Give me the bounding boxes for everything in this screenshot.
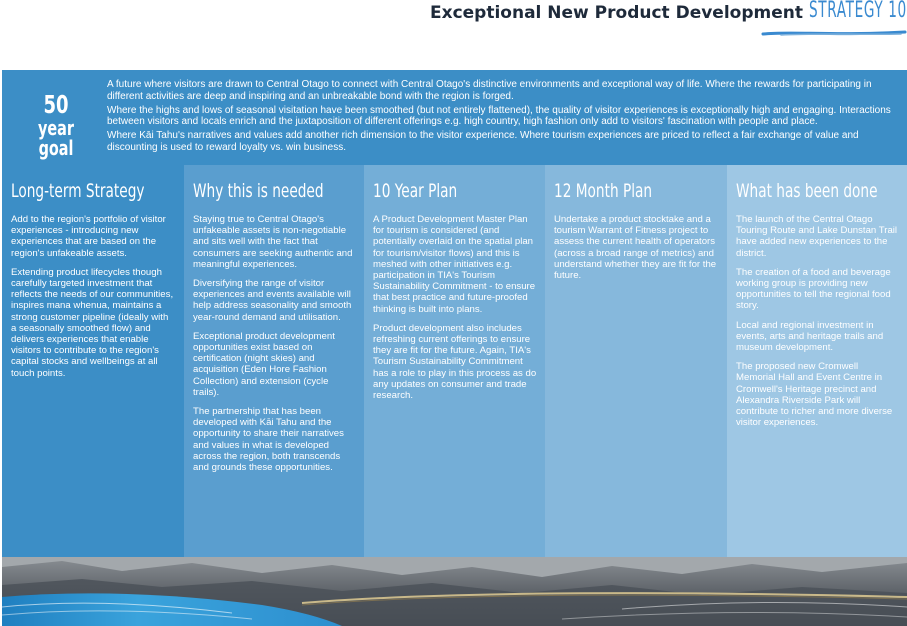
column-paragraph: Add to the region's portfolio of visitor experiences - introducing new experiences that are based on the region's unfakeable assets. (11, 214, 166, 259)
column-paragraph: The proposed new Cromwell Memorial Hall and Event Centre in Cromwell's Heritage precinct and Alexandra Riverside Park will contribute to richer and more diverse visitor experiences. (736, 361, 893, 429)
goal-paragraph: Where Kāi Tahu's narratives and values add another rich dimension to the visitor experience. Where tourism experiences are priced to reflect a fair exchange of value and discounting is used to reward loyalty vs. win business. (107, 130, 859, 153)
column-paragraph: Undertake a product stocktake and a tourism Warrant of Fitness project to assess the current health of operators (across a broad range of metrics) and understand whether they are fit for the future. (554, 214, 717, 282)
column-paragraph: Extending product lifecycles though carefully targeted investment that reflects the needs of our communities, inspires mana whenua, maintains a strong customer pipeline (ideally with a seasonally smoothed flow) and delivers experiences that enable visitors to contribute to the region's capital stocks and wellbeings at all touch points. (11, 266, 174, 379)
column-paragraph: Staying true to Central Otago's unfakeable assets is non-negotiable and sits well with the fact that consumers are seeking authentic and meaningful experiences. (193, 214, 353, 270)
column-paragraph: Diversifying the range of visitor experiences and events available will help address seasonality and smooth year-round demand and utilisation. (193, 278, 352, 323)
brush-stroke-decoration (761, 29, 907, 37)
goal-label (12, 92, 100, 158)
page-header (0, 0, 907, 70)
column-paragraph: Product development also includes refreshing current offerings to ensure they are fit for the future. Again, TIA's Tourism Sustainability Commitment has a role to play in this process as do any updates on consumer and trade research. (373, 322, 537, 402)
column-heading: 12 Month Plan (554, 180, 653, 202)
column-paragraph: A Product Development Master Plan for tourism is considered (and potentially overlaid on the spatial plan for tourism/visitor flows) and this is meshed with other initiatives e.g. participation in TIA's Tourism Sustainability Commitment - to ensure that best practice and future-proofed thinking is built into plans. (373, 214, 536, 315)
column-twelve-month-plan (545, 165, 727, 557)
column-heading: Why this is needed (193, 180, 324, 202)
column-heading: Long-term Strategy (11, 180, 145, 202)
goal-number: 50 (43, 90, 69, 119)
strategy-label: STRATEGY 10 (809, 0, 907, 23)
goal-paragraph: A future where visitors are drawn to Central Otago to connect with Central Otago's distinctive environments and exceptional way of life. Where the rewards for participating in different activities are deep and inspiring and an unbreakable bond with the region is forged. (107, 79, 872, 102)
column-paragraph: The partnership that has been developed with Kāi Tahu and the opportunity to share their narratives and values in what is developed across the region, both transcends and grounds these opportunities. (193, 406, 344, 474)
goal-word: year goal (38, 116, 74, 160)
column-paragraph: The creation of a food and beverage working group is providing new opportunities to tell the regional food story. (736, 266, 891, 312)
column-ten-year-plan (364, 165, 545, 557)
page-title: Exceptional New Product Development (429, 3, 803, 23)
goal-paragraph: Where the highs and lows of seasonal visitation have been smoothed (but not entirely flattened), the quality of visitor experiences is exceptionally high and engaging. Interactions between visitors and locals enrich and the juxtaposition of different offerings e.g. high country, high fashion only add to visitors' fascination with people and place. (107, 104, 891, 127)
landscape-photo (2, 557, 907, 626)
column-paragraph: Exceptional product development opportunities exist based on certification (night skies) and acquisition (Eden Hore Fashion Collection) and extension (cycle trails). (193, 330, 335, 398)
column-paragraph: Local and regional investment in events, arts and heritage trails and museum development. (736, 319, 884, 354)
column-heading: What has been done (736, 180, 878, 202)
strategy-columns (2, 165, 907, 557)
column-heading: 10 Year Plan (373, 180, 458, 202)
fifty-year-goal-band (2, 70, 907, 165)
column-what-has-been-done (727, 165, 907, 557)
goal-text (107, 79, 897, 156)
column-paragraph: The launch of the Central Otago Touring Route and Lake Dunstan Trail have added new experiences to the district. (736, 214, 898, 259)
column-long-term-strategy (2, 165, 184, 557)
gorge-landscape-illustration (2, 557, 907, 626)
column-why-needed (184, 165, 364, 557)
